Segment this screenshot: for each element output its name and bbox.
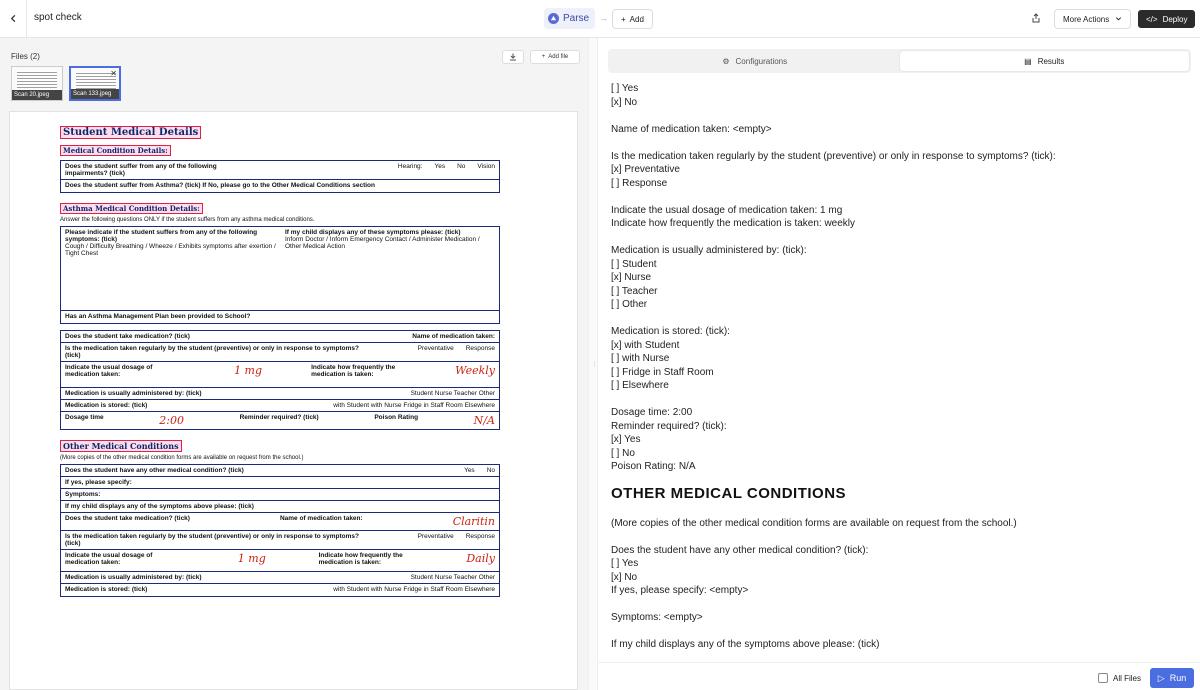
result-line: [x] Preventative: [611, 164, 680, 175]
back-button[interactable]: [0, 0, 27, 38]
file-name: Scan 133.jpeg: [71, 89, 119, 99]
result-paragraph: [611, 204, 1191, 231]
result-paragraph: [611, 82, 1191, 109]
doc-row: Medication is stored: (tick) with Student with Nurse Fridge in Staff Room Elsewhere: [61, 400, 499, 412]
result-paragraph: [611, 150, 1191, 191]
result-paragraph: [611, 544, 1191, 598]
result-paragraph: [611, 638, 1191, 652]
files-panel: [0, 38, 588, 690]
parse-button[interactable]: [544, 8, 595, 29]
result-paragraph: [611, 325, 1191, 393]
code-icon: </>: [1146, 14, 1158, 24]
download-icon: [509, 48, 517, 66]
download-button[interactable]: [502, 50, 524, 64]
doc-row: Medication is usually administered by: (tick) Student Nurse Teacher Other: [61, 572, 499, 584]
result-line: Medication is usually administered by: (tick):: [611, 245, 807, 256]
doc-table: [60, 330, 500, 430]
doc-row: Does the student suffer from any of the following impairments? (tick) Hearing: Yes No Vision: [61, 161, 499, 180]
doc-row: Indicate the usual dosage of medication taken: 1 mg Indicate how frequently the medication is taken: Weekly: [61, 362, 499, 388]
run-footer: [598, 662, 1200, 690]
doc-section-title: Medical Condition Details:: [60, 145, 171, 156]
doc-row: Has an Asthma Management Plan been provided to School?: [65, 313, 251, 320]
doc-table: [60, 464, 500, 597]
doc-row: Does the student take medication? (tick) Name of medication taken: Claritin: [61, 513, 499, 531]
doc-row: Is the medication taken regularly by the student (preventive) or only in response to symptoms? (tick) Preventative Response: [61, 343, 499, 362]
plus-icon: +: [541, 54, 546, 60]
checkbox[interactable]: [1098, 673, 1108, 683]
doc-row: Does the student suffer from Asthma? (tick) If No, please go to the Other Medical Conditions section: [65, 182, 375, 189]
files-count-label: Files (2): [11, 52, 40, 61]
result-line: Indicate the usual dosage of medication taken: 1 mg: [611, 204, 843, 216]
add-button[interactable]: [612, 9, 653, 29]
parse-label: Parse: [563, 13, 590, 24]
result-line: [x] No: [611, 571, 638, 583]
tab-bar: [608, 49, 1191, 73]
file-thumbnail[interactable]: [11, 66, 63, 101]
doc-row: Symptoms:: [61, 489, 499, 501]
add-label: Add: [629, 14, 644, 24]
result-line: Dosage time: 2:00: [611, 407, 693, 418]
doc-row: Does the student take medication? (tick) Name of medication taken:: [61, 331, 499, 343]
result-line: [x] with Student: [611, 339, 680, 351]
results-section-heading: OTHER MEDICAL CONDITIONS: [611, 485, 847, 502]
scan-preview: [17, 70, 57, 90]
arrow-right-icon: →: [599, 13, 608, 23]
result-line: If yes, please specify: <empty>: [611, 585, 749, 596]
doc-row: Dosage time 2:00 Reminder required? (tick) Poison Rating N/A: [65, 414, 495, 427]
chevron-left-icon: [9, 10, 18, 28]
add-file-label: Add file: [548, 54, 569, 60]
result-line: Is the medication taken regularly by the student (preventive) or only in response to symptoms? (tick):: [611, 150, 1056, 162]
doc-row: Indicate the usual dosage of medication taken: 1 mg Indicate how frequently the medication is taken: Daily: [61, 550, 499, 572]
result-line: Symptoms: <empty>: [611, 612, 703, 623]
file-name: Scan 20.jpeg: [12, 90, 62, 100]
more-actions-label: More Actions: [1063, 14, 1110, 24]
file-thumbnail-selected[interactable]: [69, 66, 121, 101]
result-line: (More copies of the other medical condition forms are available on request from the school.): [611, 517, 1017, 529]
result-line: Name of medication taken: <empty>: [611, 123, 772, 135]
result-line: Medication is stored: (tick):: [611, 326, 730, 337]
doc-row: Is the medication taken regularly by the student (preventive) or only in response to symptoms? (tick) Preventative Response: [61, 531, 499, 550]
document-icon: ▤: [1024, 56, 1032, 66]
result-paragraph: [611, 244, 1191, 312]
deploy-button[interactable]: [1138, 10, 1195, 28]
result-line: [ ] Fridge in Staff Room: [611, 366, 714, 378]
result-line: If my child displays any of the symptoms above please: (tick): [611, 639, 880, 650]
result-line: [x] Nurse: [611, 272, 652, 283]
panel-resize-handle[interactable]: [588, 38, 598, 690]
result-line: [ ] Elsewhere: [611, 380, 669, 391]
doc-row: Medication is stored: (tick) with Student with Nurse Fridge in Staff Room Elsewhere: [65, 586, 495, 593]
result-line: [ ] Yes: [611, 558, 639, 569]
close-icon[interactable]: ✕: [110, 69, 117, 78]
doc-table: [60, 226, 500, 324]
result-line: Poison Rating: N/A: [611, 461, 696, 472]
plus-icon: +: [621, 14, 626, 24]
all-files-label: All Files: [1113, 673, 1142, 683]
drag-handle-icon: ⋮: [591, 361, 598, 368]
doc-note: (More copies of the other medical condition forms are available on request from the school.): [60, 455, 304, 461]
doc-table: [60, 160, 500, 193]
doc-row: If yes, please specify:: [61, 477, 499, 489]
result-line: [ ] Student: [611, 258, 657, 270]
result-paragraph: [611, 611, 1191, 625]
result-line: [ ] Yes: [611, 83, 639, 94]
doc-row: If my child displays any of the symptoms above please: (tick): [61, 501, 499, 513]
run-button[interactable]: [1150, 668, 1194, 688]
results-content: [611, 82, 1191, 654]
result-line: Does the student have any other medical condition? (tick):: [611, 544, 869, 556]
share-button[interactable]: [1026, 9, 1046, 29]
add-file-button[interactable]: [530, 50, 580, 64]
parse-icon: [548, 13, 559, 24]
deploy-label: Deploy: [1162, 14, 1188, 24]
result-line: [ ] Teacher: [611, 285, 658, 297]
app-title: spot check: [34, 12, 82, 23]
result-paragraph: [611, 406, 1191, 474]
tab-label: Results: [1037, 56, 1065, 66]
result-paragraph: [611, 517, 1191, 531]
doc-row: Please indicate if the student suffers from any of the following symptoms: (tick) Cough / Difficulty Breathing / Wheeze / Exhibits symptoms after exertion / Tight Chest If my child displays any of these symptoms please: (tick) Inform Doctor / Inform Emergency Contact / Administer Medication / Other Medical Action: [61, 227, 499, 311]
share-icon: [1031, 10, 1041, 28]
all-files-toggle[interactable]: [1098, 673, 1141, 683]
doc-section-title: Asthma Medical Condition Details:: [60, 203, 203, 214]
result-line: [ ] Other: [611, 299, 648, 310]
doc-note: Answer the following questions ONLY if the student suffers from any asthma medical conditions.: [60, 217, 315, 223]
tab-configurations[interactable]: [610, 51, 900, 71]
result-paragraph: [611, 123, 1191, 137]
doc-row: Medication is usually administered by: (tick) Student Nurse Teacher Other: [61, 388, 499, 400]
result-line: Reminder required? (tick):: [611, 420, 727, 432]
tab-label: Configurations: [735, 56, 788, 66]
doc-section-title: Other Medical Conditions: [60, 440, 182, 452]
play-icon: ▷: [1157, 672, 1165, 683]
doc-row: Does the student have any other medical condition? (tick) Yes No: [61, 465, 499, 477]
doc-title: Student Medical Details: [60, 126, 201, 139]
result-line: Indicate how frequently the medication is taken: weekly: [611, 218, 856, 229]
result-line: [ ] No: [611, 447, 635, 459]
output-panel: [598, 38, 1200, 690]
tab-results[interactable]: [900, 51, 1190, 71]
result-line: [x] Yes: [611, 434, 641, 445]
result-line: [ ] with Nurse: [611, 353, 670, 364]
run-label: Run: [1169, 673, 1187, 683]
more-actions-button[interactable]: [1054, 9, 1131, 29]
top-bar: [0, 0, 1200, 38]
result-line: [x] No: [611, 96, 638, 108]
sliders-icon: ⚙: [722, 56, 730, 66]
chevron-down-icon: [1115, 15, 1122, 24]
document-preview[interactable]: [9, 111, 578, 690]
result-line: [ ] Response: [611, 177, 668, 189]
